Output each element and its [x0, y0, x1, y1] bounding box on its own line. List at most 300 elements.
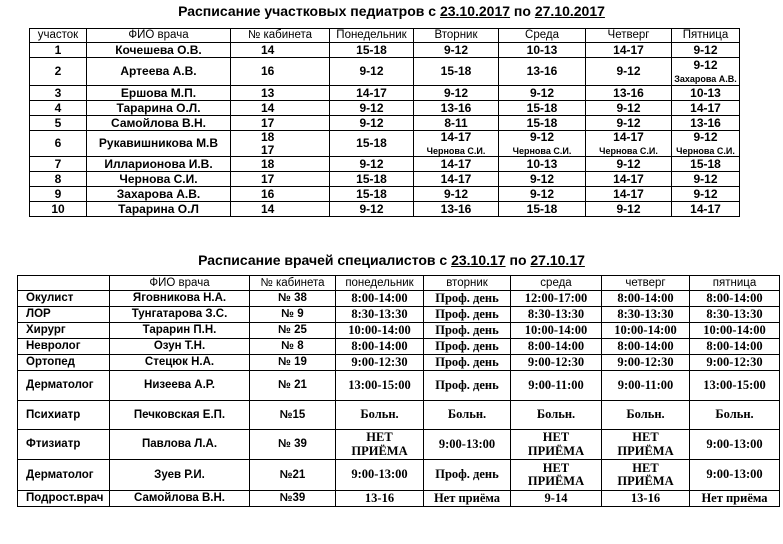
- tue-hours: [424, 430, 511, 460]
- mon-hours-text: Больн.: [360, 407, 399, 422]
- specialty-text: Хирург: [26, 324, 66, 337]
- doctor-name-text: Зуев Р.И.: [154, 468, 205, 481]
- thu-hours-text: 8:00-14:00: [617, 338, 674, 353]
- thu-hours-text: 8:00-14:00: [617, 290, 674, 305]
- thu-hours: [586, 86, 672, 101]
- table-row: [30, 202, 740, 217]
- mon-hours-text: 9-12: [359, 156, 384, 171]
- table-row: [18, 339, 780, 355]
- thu-hours: [586, 187, 672, 202]
- tue-hours: [424, 460, 511, 491]
- wed-hours: [511, 355, 602, 371]
- room-number: [250, 339, 336, 355]
- doctor-name: [87, 101, 231, 116]
- wed-hours: [511, 291, 602, 307]
- wed-hours-text: 9-12: [529, 85, 555, 100]
- doctor-name-text: Самойлова В.Н.: [134, 492, 225, 505]
- fri-hours-text: Нет приёма: [701, 490, 768, 505]
- mon-hours: [336, 355, 424, 371]
- room-number-text: 13: [261, 85, 275, 100]
- room-number-text: №21: [279, 468, 306, 481]
- thu-hours-text: 9-12: [616, 115, 641, 130]
- doctor-name-text: Печковская Е.П.: [133, 408, 226, 421]
- mon-hours: [336, 460, 424, 491]
- fri-hours: [672, 157, 740, 172]
- doctor-name-text: Тунгатарова З.С.: [131, 308, 228, 321]
- header-friday: Пятница: [672, 29, 740, 43]
- room-number-text: № 8: [281, 340, 304, 353]
- mon-hours-text: 15-18: [356, 136, 387, 151]
- district-number: [30, 101, 87, 116]
- header-wednesday: среда: [511, 276, 602, 291]
- doctor-name-text: Тарарина О.Л: [118, 201, 199, 216]
- table-row: [30, 86, 740, 101]
- fri-hours: [672, 86, 740, 101]
- room-number-text: № 25: [278, 324, 307, 337]
- mon-hours-text: 15-18: [356, 186, 387, 201]
- fri-hours: [672, 202, 740, 217]
- room-number: [250, 307, 336, 323]
- table-row: [30, 131, 740, 157]
- district-number-text: 8: [54, 171, 62, 186]
- doctor-name-text: Павлова Л.А.: [141, 438, 218, 451]
- thu-hours-text: 9-12: [616, 64, 641, 79]
- thu-hours-text: НЕТ: [632, 430, 659, 445]
- fri-hours-text: 9-12: [693, 186, 718, 201]
- header-tuesday: вторник: [424, 276, 511, 291]
- thu-hours: [586, 58, 672, 86]
- wed-hours-text: 12:00-17:00: [524, 290, 588, 305]
- tue-hours-text: 9-12: [443, 85, 469, 100]
- mon-hours-text: 15-18: [356, 42, 387, 57]
- mon-hours-text: 10:00-14:00: [348, 322, 411, 337]
- fri-hours: [672, 58, 740, 86]
- thu-hours: [602, 371, 690, 401]
- mon-hours: [330, 86, 414, 101]
- tue-hours-text: 9:00-13:00: [438, 436, 496, 451]
- room-number-text: 14: [261, 100, 275, 115]
- fri-hours-text: 8:00-14:00: [706, 290, 763, 305]
- wed-hours: [511, 430, 602, 460]
- district-number-text: 2: [54, 64, 62, 79]
- mon-hours-text: 9:00-13:00: [351, 467, 408, 482]
- fri-hours-text: 14-17: [690, 100, 721, 115]
- thu-hours-text: 14-17: [613, 130, 644, 145]
- pediatricians-table: [29, 28, 740, 217]
- fri-hours: [672, 187, 740, 202]
- fri-hours: [690, 339, 780, 355]
- fri-hours: [672, 172, 740, 187]
- room-number-text: 18: [261, 156, 275, 171]
- tue-hours-text: Нет приёма: [433, 490, 501, 505]
- thu-hours: [602, 430, 690, 460]
- tue-hours: [414, 131, 499, 157]
- table-row: [18, 307, 780, 323]
- header-monday: понедельник: [336, 276, 424, 291]
- header-thursday: Четверг: [586, 29, 672, 43]
- fri-hours: [672, 101, 740, 116]
- wed-hours: [499, 86, 586, 101]
- wed-hours: [499, 157, 586, 172]
- thu-hours-text: 9-12: [616, 156, 641, 171]
- tue-hours-text: 8-11: [444, 115, 468, 130]
- fri-hours-text: 9-12: [693, 42, 718, 57]
- wed-hours-text: 10:00-14:00: [524, 322, 588, 337]
- mon-hours: [336, 401, 424, 430]
- mon-hours-text: 9:00-12:30: [351, 354, 408, 369]
- tue-hours-text: Проф. день: [435, 290, 499, 305]
- room-number-text: 14: [261, 42, 275, 57]
- doctor-name: [87, 58, 231, 86]
- fri-hours-text: 10:00-14:00: [703, 322, 766, 337]
- table-row: [18, 371, 780, 401]
- doctor-name: [110, 355, 250, 371]
- district-number: [30, 157, 87, 172]
- table-row: [30, 101, 740, 116]
- wed-hours: [499, 172, 586, 187]
- room-number: [231, 172, 330, 187]
- mon-hours: [336, 339, 424, 355]
- tue-hours: [424, 355, 511, 371]
- doctor-name: [110, 323, 250, 339]
- room-number: [231, 86, 330, 101]
- doctor-name-text: Илларионова И.В.: [104, 156, 213, 171]
- district-number-text: 3: [54, 85, 62, 100]
- fri-hours: [690, 430, 780, 460]
- specialty: [18, 355, 110, 371]
- tue-hours-text: Больн.: [447, 407, 487, 422]
- mon-hours: [330, 58, 414, 86]
- wed-hours-text: НЕТ: [542, 460, 570, 475]
- room-number: [250, 371, 336, 401]
- wed-hours: [499, 58, 586, 86]
- wed-hours-text: 13-16: [526, 64, 558, 79]
- tue-hours: [414, 157, 499, 172]
- specialty: [18, 307, 110, 323]
- doctor-name: [87, 187, 231, 202]
- thu-hours-text: 14-17: [613, 186, 644, 201]
- wed-hours: [511, 339, 602, 355]
- specialty: [18, 339, 110, 355]
- wed-hours-text: 15-18: [526, 100, 558, 115]
- doctor-name: [87, 131, 231, 157]
- thu-hours: [586, 157, 672, 172]
- doctor-name-text: Рукавишникова М.В: [98, 136, 219, 151]
- specialty: [18, 460, 110, 491]
- specialty: [18, 430, 110, 460]
- tue-hours: [424, 291, 511, 307]
- district-number-text: 4: [54, 100, 62, 115]
- doctor-name-text: Артеева А.В.: [120, 64, 197, 79]
- thu-hours: [586, 131, 672, 157]
- specialty-text: Психиатр: [26, 408, 81, 421]
- room-number-text: 14: [261, 201, 275, 216]
- mon-hours-text: 8:00-14:00: [351, 290, 408, 305]
- wed-hours-text: 15-18: [526, 115, 558, 130]
- thu-hours-text-line2: ПРИЁМА: [617, 474, 674, 488]
- room-number-text: №15: [279, 408, 306, 421]
- thu-hours-text: НЕТ: [632, 460, 659, 475]
- fri-hours-text: 15-18: [690, 156, 721, 171]
- tue-substitute-text: Чернова С.И.: [426, 145, 486, 156]
- thu-hours: [586, 101, 672, 116]
- doctor-name: [110, 491, 250, 507]
- wed-substitute-text: Чернова С.И.: [512, 145, 572, 156]
- room-number: [250, 355, 336, 371]
- room-number-text: 16: [261, 186, 275, 201]
- room-number: [250, 291, 336, 307]
- tue-hours-text: Проф. день: [435, 306, 499, 321]
- fri-hours-text: 9:00-13:00: [706, 467, 763, 482]
- fri-substitute-text: Захарова А.В.: [674, 73, 737, 84]
- specialists-table: [17, 275, 780, 507]
- fri-hours-text: 8:30-13:30: [706, 306, 763, 321]
- district-number-text: 9: [54, 186, 62, 201]
- tue-hours-text: 9-12: [443, 42, 469, 57]
- district-number: [30, 202, 87, 217]
- mon-hours: [330, 116, 414, 131]
- mon-hours: [330, 187, 414, 202]
- room-number-text: № 21: [278, 379, 307, 392]
- room-number: [231, 157, 330, 172]
- room-number-text: № 19: [278, 356, 307, 369]
- doctor-name: [87, 202, 231, 217]
- wed-hours-text: Больн.: [536, 407, 576, 422]
- wed-hours: [499, 101, 586, 116]
- wed-hours-text: 9-12: [529, 186, 555, 201]
- tue-hours-text: 14-17: [440, 130, 472, 145]
- mon-hours-text: НЕТ: [366, 430, 393, 445]
- specialty-text: Дерматолог: [26, 468, 94, 481]
- thu-hours-text: 8:30-13:30: [617, 306, 674, 321]
- thu-hours: [586, 43, 672, 58]
- tue-hours-text: 14-17: [440, 171, 472, 186]
- room-number-text: № 38: [278, 292, 307, 305]
- specialty-text: ЛОР: [26, 308, 51, 321]
- district-number: [30, 58, 87, 86]
- tue-hours-text: Проф. день: [435, 377, 499, 392]
- tue-hours-text: Проф. день: [435, 467, 499, 482]
- fri-hours-text: Больн.: [715, 407, 754, 422]
- fri-hours-text: 9:00-13:00: [706, 436, 763, 451]
- specialty-text: Окулист: [26, 292, 74, 305]
- mon-hours-text-line2: ПРИЁМА: [351, 443, 408, 458]
- mon-hours-text: 15-18: [356, 171, 387, 186]
- tue-hours: [414, 43, 499, 58]
- room-number: [250, 401, 336, 430]
- mon-hours-text: 9-12: [359, 201, 384, 216]
- table-row: [18, 291, 780, 307]
- room-number: [231, 202, 330, 217]
- room-number-text: 17: [261, 115, 275, 130]
- mon-hours: [336, 307, 424, 323]
- pediatricians-schedule-title: Расписание участковых педиатров с 23.10.2017 по 27.10.2017: [178, 3, 605, 19]
- specialty: [18, 401, 110, 430]
- thu-hours-text: 13-16: [613, 85, 644, 100]
- specialty: [18, 371, 110, 401]
- room-number-text: 16: [261, 64, 275, 79]
- fri-hours: [690, 371, 780, 401]
- table-row: [30, 58, 740, 86]
- mon-hours: [336, 323, 424, 339]
- room-number: [250, 430, 336, 460]
- specialists-header-row: [18, 276, 780, 291]
- wed-hours-text: 8:30-13:30: [527, 306, 585, 321]
- specialty-text: Ортопед: [26, 356, 75, 369]
- tue-hours-text: 13-16: [440, 201, 472, 216]
- district-number-text: 1: [54, 42, 62, 57]
- wed-hours: [499, 131, 586, 157]
- tue-hours-text: Проф. день: [435, 338, 499, 353]
- tue-hours: [424, 323, 511, 339]
- tue-hours: [414, 202, 499, 217]
- district-number-text: 6: [54, 136, 62, 151]
- doctor-name-text: Озун Т.Н.: [153, 340, 206, 353]
- fri-hours: [690, 355, 780, 371]
- wed-hours-text: 10-13: [526, 42, 558, 57]
- pediatricians-header-row: [30, 29, 740, 43]
- room-number: [231, 187, 330, 202]
- thu-hours-text: 9-12: [616, 201, 641, 216]
- fri-hours-text: 10-13: [690, 85, 721, 100]
- fri-hours: [690, 323, 780, 339]
- doctor-name-text: Низеева А.Р.: [144, 379, 215, 392]
- table-row: [30, 187, 740, 202]
- doctor-name: [110, 291, 250, 307]
- header-doctor-name: ФИО врача: [110, 276, 250, 291]
- fri-hours-text: 9:00-12:30: [706, 354, 763, 369]
- specialty: [18, 491, 110, 507]
- tue-hours: [414, 101, 499, 116]
- table-row: [30, 157, 740, 172]
- fri-hours-text: 9-12: [693, 130, 718, 145]
- wed-hours: [499, 43, 586, 58]
- specialty: [18, 323, 110, 339]
- mon-hours-text: 13:00-15:00: [348, 377, 411, 392]
- specialists-schedule-title: Расписание врачей специалистов с 23.10.17 по 27.10.17: [198, 252, 585, 268]
- district-number: [30, 43, 87, 58]
- doctor-name-text: Чернова С.И.: [119, 171, 198, 186]
- tue-hours-text: 15-18: [440, 64, 472, 79]
- specialty-text: Дерматолог: [26, 379, 94, 392]
- fri-substitute-text: Чернова С.И.: [676, 145, 735, 156]
- tue-hours: [424, 339, 511, 355]
- table-row: [30, 172, 740, 187]
- doctor-name-text: Яговникова Н.А.: [132, 292, 227, 305]
- thu-hours: [586, 116, 672, 131]
- fri-hours: [690, 401, 780, 430]
- mon-hours: [330, 131, 414, 157]
- wed-hours-text: 15-18: [526, 201, 558, 216]
- tue-hours: [414, 58, 499, 86]
- fri-hours: [690, 307, 780, 323]
- fri-hours: [672, 43, 740, 58]
- table-row: [18, 430, 780, 460]
- wed-hours-text: 9-14: [544, 490, 568, 505]
- thu-hours: [586, 202, 672, 217]
- district-number: [30, 131, 87, 157]
- mon-hours: [330, 43, 414, 58]
- doctor-name-text: Стецюк Н.А.: [144, 356, 215, 369]
- mon-hours: [330, 172, 414, 187]
- district-number: [30, 116, 87, 131]
- room-number: [231, 116, 330, 131]
- mon-hours-text: 8:00-14:00: [351, 338, 408, 353]
- fri-hours-text: 13-16: [690, 115, 721, 130]
- thu-hours-text: 9-12: [616, 100, 641, 115]
- room-number: [231, 58, 330, 86]
- header-monday: Понедельник: [330, 29, 414, 43]
- thu-hours-text: 14-17: [613, 171, 644, 186]
- table-row: [30, 116, 740, 131]
- thu-hours: [602, 323, 690, 339]
- thu-hours: [602, 401, 690, 430]
- doctor-name-text: Тарарин П.Н.: [142, 324, 217, 337]
- wed-hours-text: 9-12: [529, 171, 555, 186]
- doctor-name: [110, 307, 250, 323]
- fri-hours-text: 13:00-15:00: [703, 377, 766, 392]
- tue-hours: [424, 401, 511, 430]
- thu-hours: [586, 172, 672, 187]
- header-friday: пятница: [690, 276, 780, 291]
- thu-hours: [602, 339, 690, 355]
- mon-hours: [330, 202, 414, 217]
- wed-hours-text: 10-13: [526, 156, 558, 171]
- mon-hours: [330, 101, 414, 116]
- tue-hours: [414, 172, 499, 187]
- specialty-text: Подрост.врач: [26, 492, 104, 505]
- header-room: № кабинета: [231, 29, 330, 43]
- table-row: [30, 43, 740, 58]
- district-number-text: 10: [51, 201, 65, 216]
- wed-hours: [511, 371, 602, 401]
- mon-hours-text: 8:30-13:30: [351, 306, 408, 321]
- tue-hours: [424, 491, 511, 507]
- thu-hours: [602, 307, 690, 323]
- specialty-text: Фтизиатр: [26, 438, 81, 451]
- wed-hours-text: 9:00-12:30: [527, 354, 585, 369]
- tue-hours-text: 14-17: [440, 156, 472, 171]
- doctor-name: [110, 430, 250, 460]
- header-district: участок: [30, 29, 87, 43]
- table-row: [18, 401, 780, 430]
- tue-hours: [414, 86, 499, 101]
- table-row: [18, 323, 780, 339]
- table-row: [18, 491, 780, 507]
- doctor-name: [110, 460, 250, 491]
- doctor-name: [87, 157, 231, 172]
- doctor-name: [87, 86, 231, 101]
- fri-hours-text: 9-12: [693, 57, 718, 72]
- thu-hours: [602, 491, 690, 507]
- thu-substitute-text: Чернова С.И.: [599, 145, 658, 156]
- doctor-name: [87, 116, 231, 131]
- doctor-name: [110, 371, 250, 401]
- wed-hours-text: 8:00-14:00: [527, 338, 585, 353]
- room-number-text: № 9: [281, 308, 304, 321]
- fri-hours-text: 14-17: [690, 201, 721, 216]
- tue-hours-text: Проф. день: [435, 354, 499, 369]
- doctor-name-text: Самойлова В.Н.: [111, 115, 206, 130]
- thu-hours: [602, 355, 690, 371]
- thu-hours: [602, 460, 690, 491]
- header-tuesday: Вторник: [414, 29, 499, 43]
- table-row: [18, 460, 780, 491]
- room-number-text: №39: [279, 492, 306, 505]
- district-number: [30, 86, 87, 101]
- header-room: № кабинета: [250, 276, 336, 291]
- thu-hours-text: 14-17: [613, 42, 644, 57]
